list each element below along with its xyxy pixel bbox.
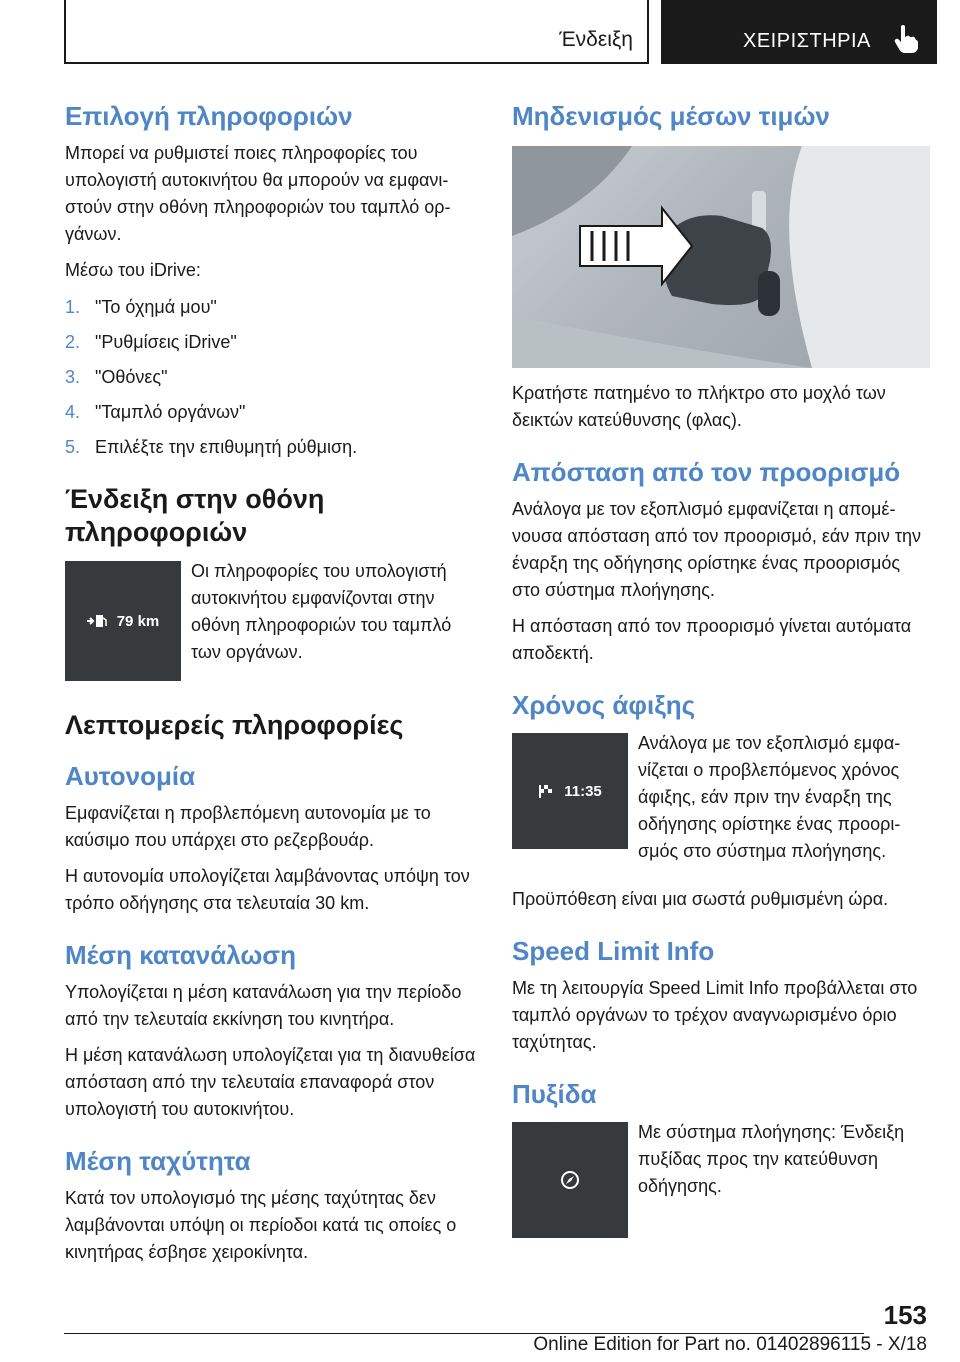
reset-heading: Μηδενισμός μέσων τιμών (512, 101, 830, 131)
list-item: 1. "Το όχημά μου" (65, 297, 217, 317)
arrival-heading: Χρόνος άφιξης (512, 690, 696, 720)
reset-section (512, 100, 932, 434)
info-select-section (65, 100, 480, 461)
chapter-tab (661, 0, 937, 64)
display-row (65, 561, 480, 681)
display-section (65, 483, 480, 681)
compass-row (512, 1122, 932, 1238)
distance-section (512, 456, 932, 667)
compass-section (512, 1078, 932, 1238)
compass-heading: Πυξίδα (512, 1079, 597, 1109)
chapter-title: ΧΕΙΡΙΣΤΗΡΙΑ (743, 30, 871, 52)
range-display-image (65, 561, 181, 681)
compass-text: Με σύστημα πλοήγησης: Ένδειξη πυξίδας προς την κατεύθυνση οδήγησης. (638, 1122, 905, 1196)
fuel-pump-range-icon (87, 614, 109, 628)
speed-subsection (65, 1145, 480, 1266)
arrival-row (512, 733, 932, 874)
hand-pointer-icon (893, 24, 919, 54)
list-item: 5. Επιλέξτε την επιθυμητή ρύθμιση. (65, 437, 358, 457)
edition-text: Online Edition for Part no. 01402896115 - X/18 (533, 1334, 927, 1355)
list-item: 2. "Ρυθμίσεις iDrive" (65, 332, 237, 352)
details-section (65, 709, 480, 1266)
info-select-heading: Επιλογή πληροφοριών (65, 101, 353, 131)
distance-heading: Απόσταση από τον προορισμό (512, 457, 901, 487)
turn-signal-lever-image (512, 146, 930, 368)
speed-limit-text: Με τη λειτουργία Speed Limit Info προβάλλεται στο ταμπλό οργάνων το τρέχον αναγνωρισμένο όριο ταχύτητας. (512, 978, 918, 1052)
arrival-text: Ανάλογα με τον εξοπλισμό εμφανίζεται ο προβλεπόμενος χρόνος άφιξης, εάν πριν την έναρξη της οδήγησης ορίστηκε ένας προορισμός στο σύστημα πλοήγησης. (638, 733, 901, 861)
display-text: Οι πληροφορίες του υπολογιστή αυτοκινήτου εμφανίζονται στην οθόνη πληροφοριών του ταμπλό των οργάνων. (191, 561, 452, 662)
range-heading: Αυτονομία (65, 761, 196, 791)
list-item: 4. "Ταμπλό οργάνων" (65, 402, 246, 422)
range-text-1: Εμφανίζεται η προβλεπόμενη αυτονομία με το καύσιμο που υπάρχει στο ρεζερβουάρ. (65, 803, 431, 850)
page-header (0, 0, 960, 66)
consumption-heading: Μέση κατανάλωση (65, 940, 296, 970)
distance-text-1: Ανάλογα με τον εξοπλισμό εμφανίζεται η απομένουσα απόσταση από τον προορισμό, εάν πριν την έναρξη της οδήγησης ορίστηκε ένας προορισμός στο σύστημα πλοήγησης. (512, 499, 922, 600)
range-subsection (65, 760, 480, 917)
range-value: 79 km (116, 612, 160, 630)
arrival-display-image (512, 733, 628, 849)
speed-limit-heading: Speed Limit Info (512, 936, 715, 966)
speed-limit-section (512, 935, 932, 1056)
info-select-text: Μπορεί να ρυθμιστεί ποιες πληροφορίες του υπολογιστή αυτοκινήτου θα μπορούν να εμφανιστούν στην οθόνη πληροφοριών του ταμπλό οργάνων. (65, 143, 451, 244)
arrival-prerequisite: Προϋπόθεση είναι μια σωστά ρυθμισμένη ώρα. (512, 889, 889, 909)
steps-list (65, 294, 480, 461)
arrival-section (512, 689, 932, 913)
compass-display-image (512, 1122, 628, 1238)
section-title: Ένδειξη (559, 28, 633, 51)
consumption-text-2: Η μέση κατανάλωση υπολογίζεται για τη διανυθείσα απόσταση από την τελευταία επαναφορά στον υπολογιστή του αυτοκινήτου. (65, 1045, 476, 1119)
arrival-time-value: 11:35 (564, 782, 602, 800)
page-number: 153 (883, 1300, 927, 1330)
speed-heading: Μέση ταχύτητα (65, 1146, 251, 1176)
consumption-subsection (65, 939, 480, 1123)
list-item: 3. "Οθόνες" (65, 367, 168, 387)
display-heading: Ένδειξη στην οθόνη πληροφοριών (65, 484, 325, 547)
reset-text: Κρατήστε πατημένο το πλήκτρο στο μοχλό των δεικτών κατεύθυνσης (φλας). (512, 383, 886, 430)
distance-text-2: Η απόσταση από τον προορισμό γίνεται αυτόματα αποδεκτή. (512, 616, 912, 663)
left-column (65, 100, 480, 1275)
right-column (512, 100, 932, 1238)
range-text-2: Η αυτονομία υπολογίζεται λαμβάνοντας υπόψη τον τρόπο οδήγησης στα τελευταία 30 km. (65, 866, 470, 913)
speed-text: Κατά τον υπολογισμό της μέσης ταχύτητας δεν λαμβάνονται υπόψη οι περίοδοι κατά τις οποίες ο κινητήρας έσβησε χειροκίνητα. (65, 1188, 457, 1262)
section-tab (64, 0, 649, 64)
turn-signal-lever-photo (512, 146, 930, 368)
compass-icon (560, 1170, 580, 1190)
consumption-text-1: Υπολογίζεται η μέση κατανάλωση για την περίοδο από την τελευταία εκκίνηση του κινητήρα. (65, 982, 462, 1029)
destination-flag-icon (538, 783, 556, 799)
via-idrive-text: Μέσω του iDrive: (65, 260, 201, 280)
details-heading: Λεπτομερείς πληροφορίες (65, 710, 404, 740)
